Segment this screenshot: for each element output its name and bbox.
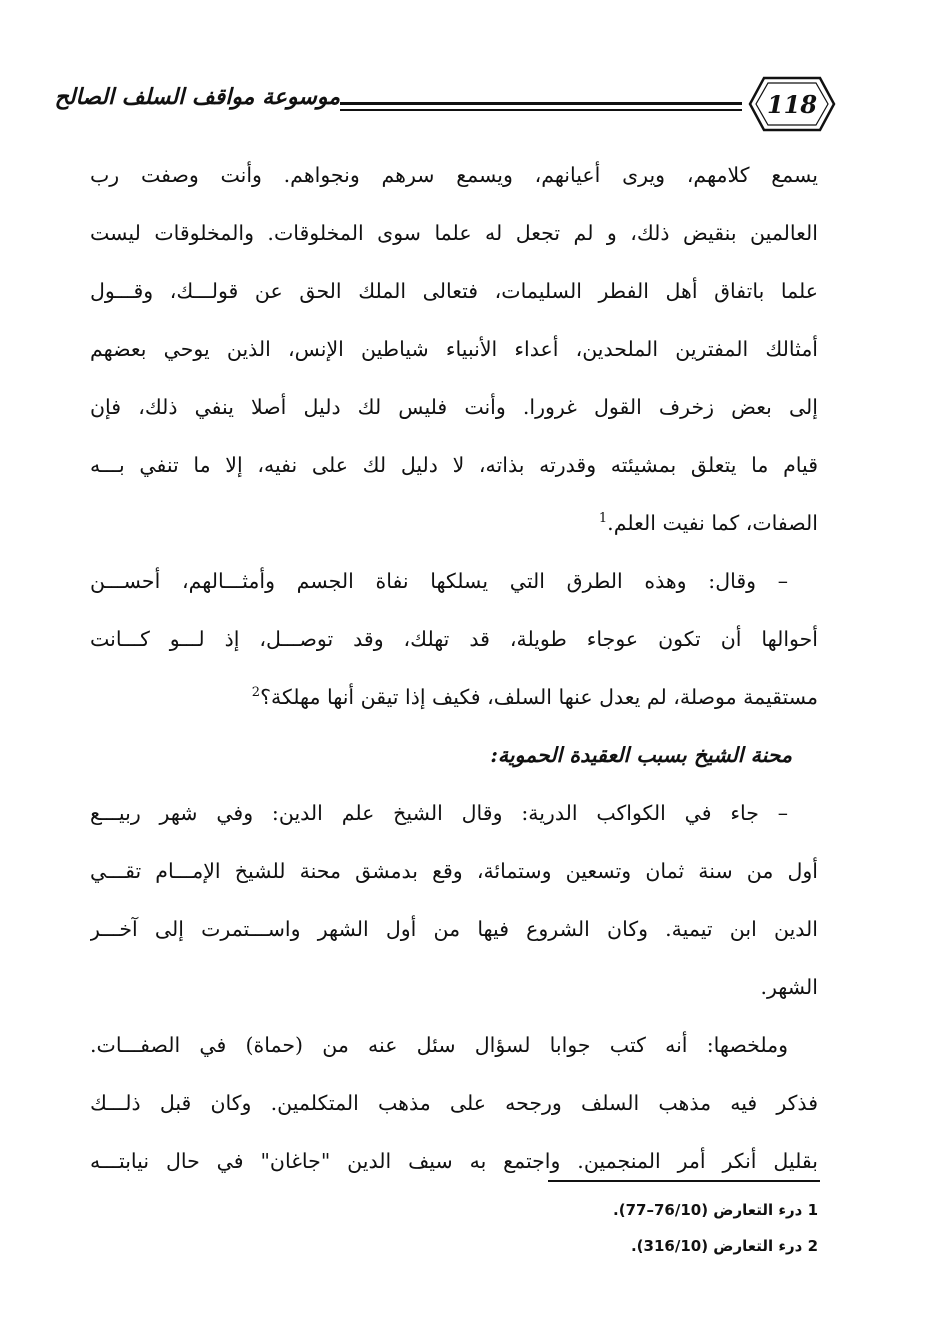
- text-line: العالمين بنقيض ذلك، و لم تجعل له علما سوى المخلوقات. والمخلوقات ليست: [90, 221, 818, 245]
- text-line: يسمع كلامهم، ويرى أعيانهم، ويسمع سرهم ونجواهم. وأنت وصفت رب: [90, 163, 818, 187]
- page-header: [54, 70, 838, 140]
- series-title: موسوعة مواقف السلف الصالح: [54, 84, 340, 110]
- footnote: 2 درء التعارض (316/10).: [630, 1237, 818, 1255]
- section-heading: محنة الشيخ بسبب العقيدة الحموية:: [490, 743, 792, 767]
- text-line: فذكر فيه مذهب السلف ورجحه على مذهب المتكلمين. وكان قبل ذلـــك: [90, 1091, 818, 1115]
- main-text: [90, 146, 818, 1190]
- footnotes: [560, 1192, 818, 1264]
- text-line: بقليل أنكر أمر المنجمين. واجتمع به سيف الدين "جاغان" في حال نيابتـــه: [90, 1149, 818, 1173]
- text-line: [90, 668, 818, 726]
- header-rule: [340, 102, 742, 105]
- text-line: أمثالك المفترين الملحدين، أعداء الأنبياء شياطين الإنس، الذين يوحي بعضهم: [90, 337, 818, 361]
- page-number-badge: [746, 70, 838, 138]
- text-line: أحوالها أن تكون عوجاء طويلة، قد تهلك، وقد توصـــل، إذ لـــو كـــانت: [90, 627, 818, 651]
- text-line: الدين ابن تيمية. وكان الشروع فيها من أول الشهر واســـتمرت إلى آخـــر: [90, 917, 818, 941]
- text-line-content: الصفات، كما نفيت العلم.: [607, 511, 818, 535]
- text-line: وملخصها: أنه كتب جوابا لسؤال سئل عنه من (حماة) في الصفـــات.: [90, 1033, 788, 1057]
- footnote-ref: 2: [251, 685, 261, 701]
- footnote-ref: 1: [598, 511, 608, 527]
- page-number: 118: [766, 90, 818, 119]
- text-line: علما باتفاق أهل الفطر السليمات، فتعالى الملك الحق عن قولـــك، وقـــول: [90, 279, 818, 303]
- text-line: أول من سنة ثمان وتسعين وستمائة، وقع بدمشق محنة للشيخ الإمـــام تقـــي: [90, 859, 818, 883]
- footnote-separator: [548, 1180, 820, 1182]
- text-line-content: مستقيمة موصلة، لم يعدل عنها السلف، فكيف إذا تيقن أنها مهلكة؟: [260, 685, 818, 709]
- text-line: – وقال: وهذه الطرق التي يسلكها نفاة الجسم وأمثـــالهم، أحســـن: [90, 569, 788, 593]
- text-line: – جاء في الكواكب الدرية: وقال الشيخ علم الدين: وفي شهر ربيـــع: [90, 801, 788, 825]
- text-line: قيام ما يتعلق بمشيئته وقدرته بذاته، لا دليل لك على نفيه، إلا ما تنفي بـــه: [90, 453, 818, 477]
- text-line: [90, 494, 818, 552]
- footnote: 1 درء التعارض (76/10–77).: [613, 1201, 818, 1219]
- text-line: الشهر.: [760, 975, 818, 999]
- header-rule-thin: [340, 109, 742, 111]
- text-line: إلى بعض زخرف القول غرورا. وأنت فليس لك دليل أصلا ينفي ذلك، فإن: [90, 395, 818, 419]
